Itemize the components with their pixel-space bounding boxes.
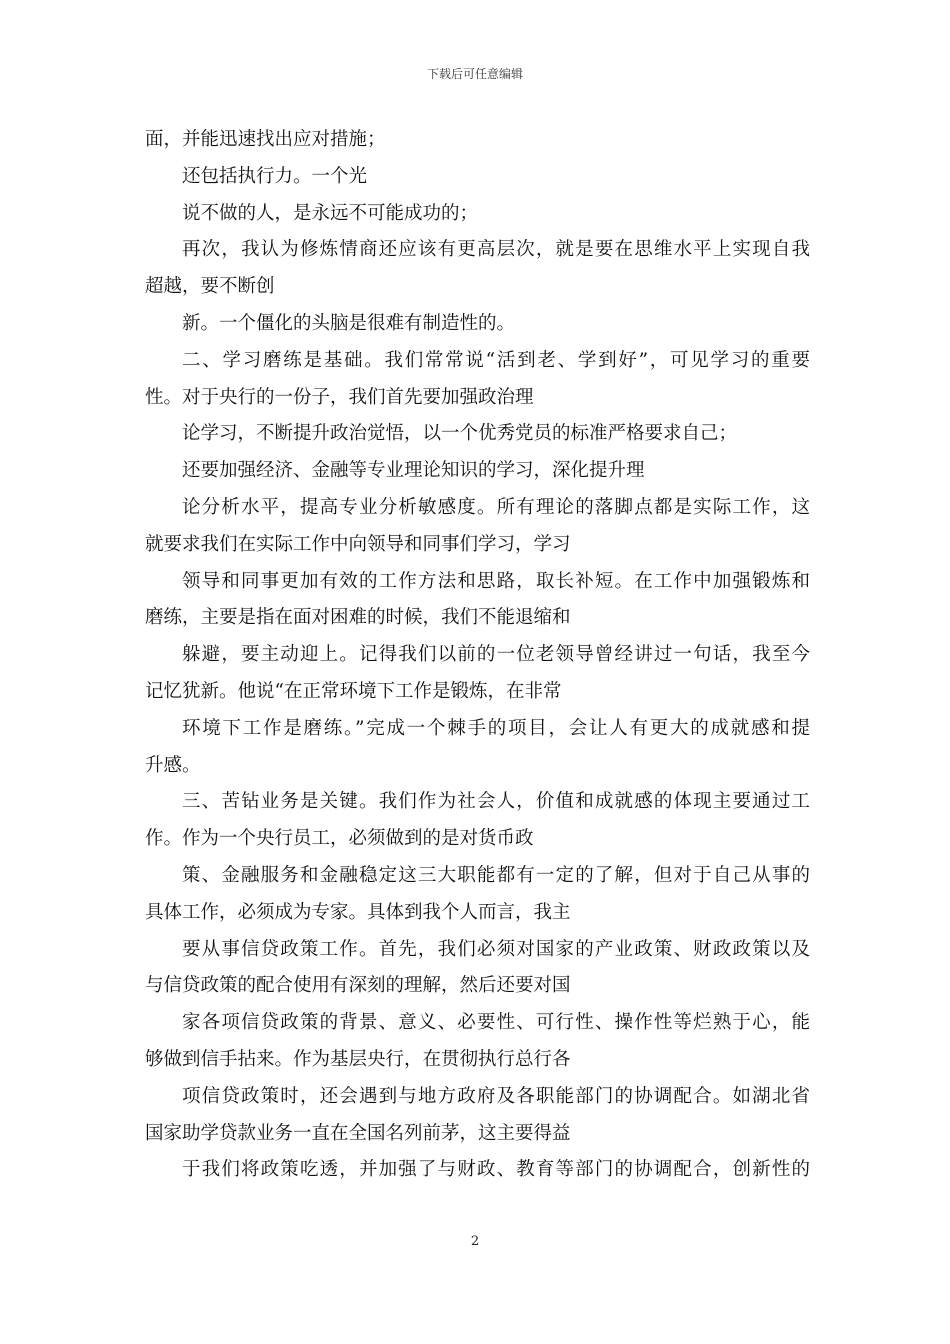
text-line: 论分析水平，提高专业分析敏感度。所有理论的落脚点都是实际工作，这 (182, 496, 810, 518)
text-line: 就要求我们在实际工作中向领导和同事们学习，学习 (145, 533, 571, 555)
text-line: 要从事信贷政策工作。首先，我们必须对国家的产业政策、财政政策以及 (182, 938, 810, 960)
page-header: 下载后可任意编辑 (426, 67, 523, 81)
text-line: 超越，要不断创 (145, 276, 275, 298)
text-line: 新。一个僵化的头脑是很难有制造性的。 (182, 312, 516, 334)
text-line: 磨练，主要是指在面对困难的时候，我们不能退缩和 (145, 607, 571, 629)
text-line: 论学习，不断提升政治觉悟，以一个优秀党员的标准严格要求自己； (182, 423, 738, 445)
text-line: 三、苦钻业务是关键。我们作为社会人，价值和成就感的体现主要通过工 (182, 791, 810, 813)
text-line: 项信贷政策时，还会遇到与地方政府及各职能部门的协调配合。如湖北省 (182, 1085, 810, 1107)
text-line: 面，并能迅速找出应对措施； (145, 129, 386, 150)
text-line: 升感。 (145, 754, 201, 776)
text-line: 记忆犹新。他说“在正常环境下工作是锻炼，在非常 (145, 680, 562, 702)
page-number: 2 (470, 1234, 480, 1249)
text-line: 说不做的人，是永远不可能成功的； (182, 202, 479, 224)
text-line: 国家助学贷款业务一直在全国名列前茅，这主要得益 (145, 1122, 571, 1144)
text-line: 环境下工作是磨练。”完成一个棘手的项目，会让人有更大的成就感和提 (182, 717, 810, 739)
text-line: 领导和同事更加有效的工作方法和思路，取长补短。在工作中加强锻炼和 (182, 570, 810, 592)
text-line: 还要加强经济、金融等专业理论知识的学习，深化提升理 (182, 460, 645, 482)
text-line: 还包括执行力。一个光 (182, 165, 368, 187)
text-line: 家各项信贷政策的背景、意义、必要性、可行性、操作性等烂熟于心，能 (182, 1012, 810, 1034)
document-body (145, 122, 810, 1189)
text-line: 二、学习磨练是基础。我们常常说“活到老、学到好”，可见学习的重要 (182, 349, 810, 371)
text-line: 策、金融服务和金融稳定这三大职能都有一定的了解，但对于自己从事的 (182, 864, 810, 886)
text-line: 作。作为一个央行员工，必须做到的是对货币政 (145, 828, 534, 850)
text-line: 性。对于央行的一份子，我们首先要加强政治理 (145, 386, 534, 408)
text-line: 再次，我认为修炼情商还应该有更高层次，就是要在思维水平上实现自我 (182, 239, 810, 261)
text-line: 够做到信手拈来。作为基层央行，在贯彻执行总行各 (145, 1048, 571, 1070)
text-line: 于我们将政策吃透，并加强了与财政、教育等部门的协调配合，创新性的 (182, 1159, 810, 1181)
text-line: 与信贷政策的配合使用有深刻的理解，然后还要对国 (145, 975, 571, 997)
text-line: 具体工作，必须成为专家。具体到我个人而言，我主 (145, 901, 571, 923)
text-line: 躲避，要主动迎上。记得我们以前的一位老领导曾经讲过一句话，我至今 (182, 644, 810, 666)
